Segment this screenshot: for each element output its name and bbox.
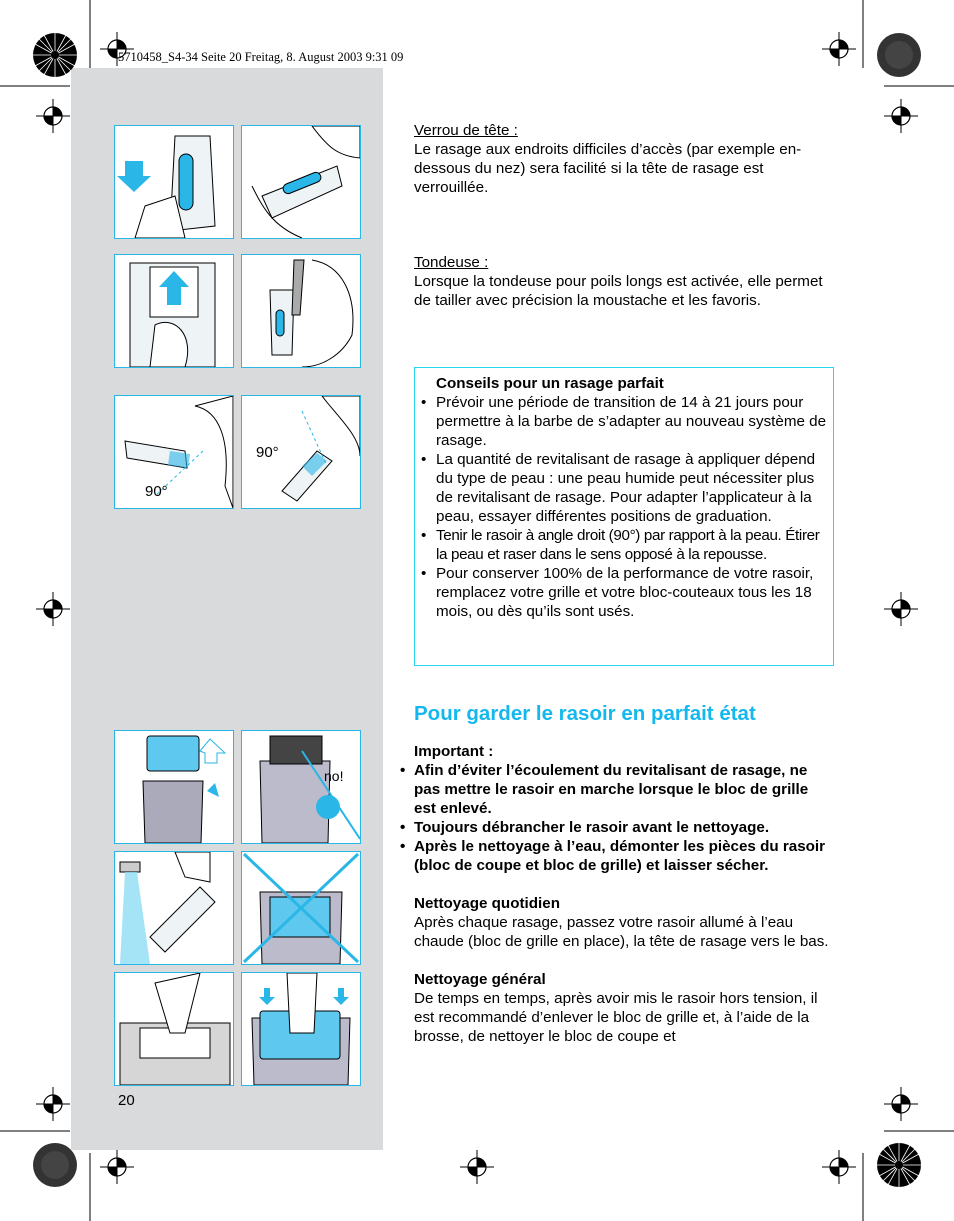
registration-target-icon: [884, 1087, 918, 1121]
figure-no-brush-foil: [241, 851, 361, 965]
tips-box: [414, 367, 834, 666]
print-header: 5710458_S4-34 Seite 20 Freitag, 8. August 2003 9:31 09: [118, 50, 404, 64]
figure-reattach-foil: [241, 972, 361, 1086]
registration-target-icon: [884, 99, 918, 133]
trimmer-section: [414, 253, 834, 310]
list-item: • Pour conserver 100% de la performance de votre rasoir, remplacez votre grille et votre bloc-couteaux tous les 18 mois, ou dès qu’ils sont usés.: [415, 564, 829, 621]
figure-no-run-without-foil: [241, 730, 361, 844]
gray-target-icon: [32, 1142, 78, 1188]
important-list: [414, 761, 834, 875]
daily-body: Après chaque rasage, passez votre rasoir allumé à l’eau chaude (bloc de grille en place), la tête de rasage vers le bas.: [414, 914, 829, 950]
trimmer-title: Tondeuse :: [414, 254, 489, 271]
general-body: De temps en temps, après avoir mis le rasoir hors tension, il est recommandé d’enlever le bloc de grille et, à l’aide de la brosse, de nettoyer le bloc de coupe et: [414, 990, 818, 1045]
registration-target-icon: [36, 99, 70, 133]
page-number: 20: [118, 1092, 135, 1109]
figure-trimmer-push: [114, 254, 234, 368]
lock-section: [414, 121, 834, 197]
registration-target-icon: [36, 1087, 70, 1121]
figure-lock-push: [114, 125, 234, 239]
section-title: Pour garder le rasoir en parfait état: [414, 702, 756, 725]
registration-target-icon: [822, 1150, 856, 1184]
star-target-icon: [32, 32, 78, 78]
lock-title: Verrou de tête :: [414, 122, 518, 139]
registration-target-icon: [36, 592, 70, 626]
trimmer-body: Lorsque la tondeuse pour poils longs est activée, elle permet de tailler avec précision la moustache et les favoris.: [414, 273, 823, 309]
star-target-icon: [876, 1142, 922, 1188]
maintenance-section: [414, 742, 834, 1046]
figure-angle-left: [114, 395, 234, 509]
list-item: • Prévoir une période de transition de 14 à 21 jours pour permettre à la barbe de s’adapter au nouveau système de rasage.: [415, 393, 829, 450]
figure-brush-cutter: [114, 972, 234, 1086]
registration-target-icon: [884, 592, 918, 626]
list-item: • La quantité de revitalisant de rasage à appliquer dépend du type de peau : une peau humide peut nécessiter plus de revitalisant de rasage. Pour adapter l’applicateur à la peau, essayer différentes positions de graduation.: [415, 450, 829, 526]
registration-target-icon: [100, 1150, 134, 1184]
important-label: Important :: [414, 743, 494, 760]
general-title: Nettoyage général: [414, 971, 546, 988]
figure-remove-foil: [114, 730, 234, 844]
list-item: • Afin d’éviter l’écoulement du revitalisant de rasage, ne pas mettre le rasoir en marche lorsque le bloc de grille est enlevé.: [414, 761, 834, 818]
list-item: • Toujours débrancher le rasoir avant le nettoyage.: [414, 818, 834, 837]
registration-target-icon: [460, 1150, 494, 1184]
list-item: • Après le nettoyage à l’eau, démonter les pièces du rasoir (bloc de coupe et bloc de grille) et laisser sécher.: [414, 837, 834, 875]
daily-title: Nettoyage quotidien: [414, 895, 560, 912]
figure-angle-right: [241, 395, 361, 509]
no-label: no!: [324, 768, 344, 784]
figure-trimmer-use: [241, 254, 361, 368]
tips-list: [415, 393, 829, 621]
tips-title: Conseils pour un rasage parfait: [436, 375, 664, 392]
angle-label: 90°: [145, 483, 168, 500]
figure-rinse: [114, 851, 234, 965]
lock-body: Le rasage aux endroits difficiles d’accès (par exemple en-dessous du nez) sera facilité si la tête de rasage est verrouillée.: [414, 141, 802, 196]
angle-label: 90°: [256, 444, 279, 461]
registration-target-icon: [822, 32, 856, 66]
list-item: • Tenir le rasoir à angle droit (90°) par rapport à la peau. Étirer la peau et raser dans le sens opposé à la repousse.: [415, 526, 829, 564]
figure-lock-use: [241, 125, 361, 239]
gray-target-icon: [876, 32, 922, 78]
